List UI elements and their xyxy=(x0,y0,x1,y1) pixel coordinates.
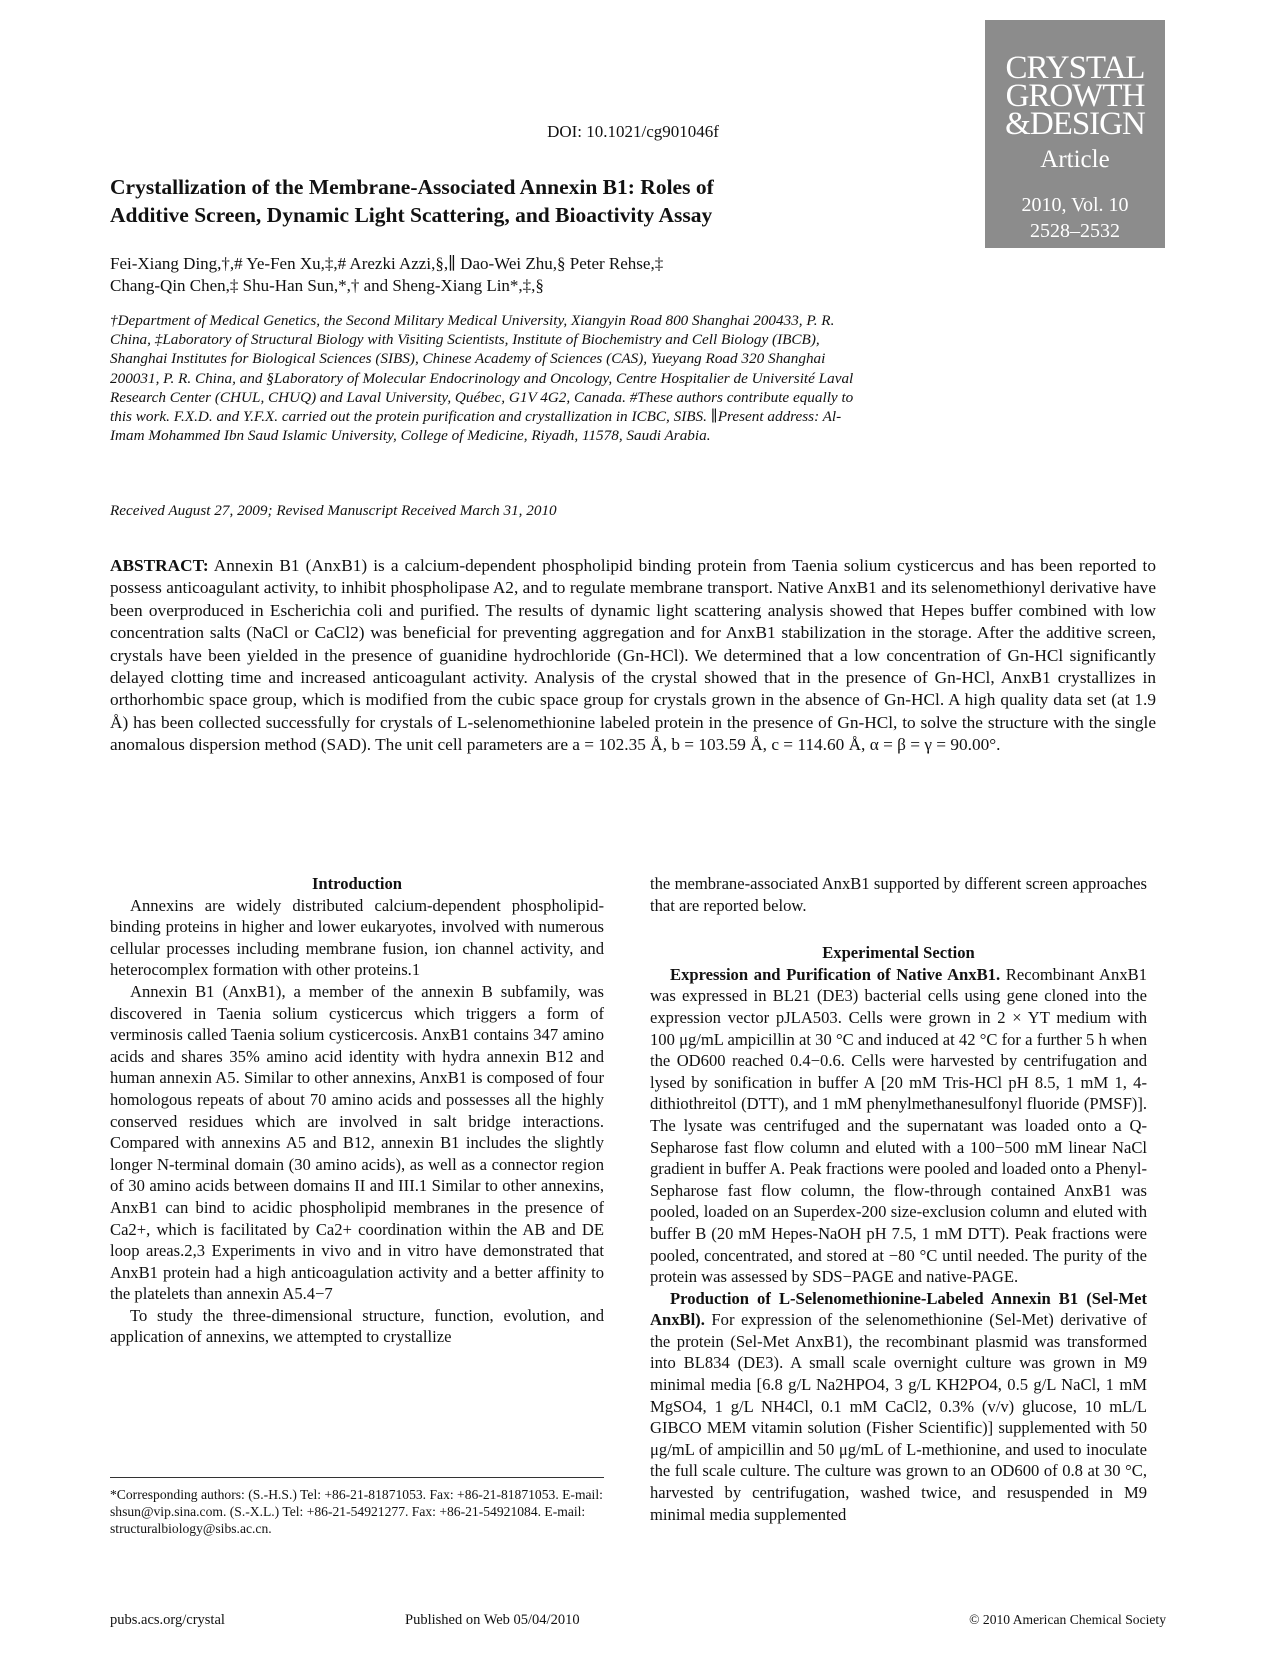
corresponding-author-footnote: *Corresponding authors: (S.-H.S.) Tel: +86-21-81871053. Fax: +86-21-81871053. E-mail: shsun@vip.sina.com. (S.-X.L.) Tel: +86-21-54921277. Fax: +86-21-54921084. E-mail: structuralbiology@sibs.ac.cn. xyxy=(110,1477,604,1537)
journal-volume xyxy=(985,192,1165,244)
abstract-label: ABSTRACT: xyxy=(110,556,209,575)
doi[interactable]: DOI: 10.1021/cg901046f xyxy=(547,122,719,141)
expression-subheading: Expression and Purification of Native AnxB1. xyxy=(670,964,1001,984)
expression-paragraph xyxy=(650,964,1147,1288)
left-column xyxy=(110,873,604,1348)
received-dates: Received August 27, 2009; Revised Manuscript Received March 31, 2010 xyxy=(110,502,557,519)
title-line-1: Crystallization of the Membrane-Associated Annexin B1: Roles of xyxy=(110,175,714,199)
selmet-paragraph xyxy=(650,1288,1147,1526)
introduction-heading: Introduction xyxy=(311,874,403,893)
intro-paragraph-2: Annexin B1 (AnxB1), a member of the annexin B subfamily, was discovered in Taenia solium cysticercus which triggers a form of verminosis called Taenia solium cysticercosis. AnxB1 contains 347 amino acids and shares 35% amino acid identity with hydra annexin B12 and human annexin A5. Similar to other annexins, AnxB1 is composed of four homologous repeats of about 70 amino acids and possesses all the highly conserved residues which are involved in salt bridge interactions. Compared with annexins A5 and B12, annexin B1 includes the slightly longer N-terminal domain (30 amino acids), as well as a connector region of 30 amino acids between domains II and III.1 Similar to other annexins, AnxB1 can bind to acidic phospholipid membranes in the presence of Ca2+, which is facilitated by Ca2+ coordination within the AB and DE loop areas.2,3 Experiments in vivo and in vitro have demonstrated that AnxB1 protein had a high anticoagulation activity and a better affinity to the platelets than annexin A5.4−7 xyxy=(110,981,604,1304)
article-title xyxy=(110,173,970,229)
affiliations: †Department of Medical Genetics, the Second Military Medical University, Xiangyin Road 800 Shanghai 200433, P. R. China, ‡Laboratory of Structural Biology with Visiting Scientists, Institute of Biochemistry and Cell Biology (IBCB), Shanghai Institutes for Biological Sciences (SIBS), Chinese Academy of Sciences (CAS), Yueyang Road 320 Shanghai 200031, P. R. China, and §Laboratory of Molecular Endocrinology and Oncology, Centre Hospitalier de Université Laval Research Center (CHUL, CHUQ) and Laval University, Québec, G1V 4G2, Canada. #These authors contribute equally to this work. F.X.D. and Y.F.X. carried out the protein purification and crystallization in ICBC, SIBS. ∥Present address: Al-Imam Mohammed Ibn Saud Islamic University, College of Medicine, Riyadh, 11578, Saudi Arabia. xyxy=(110,312,854,445)
footer-published-date: Published on Web 05/04/2010 xyxy=(405,1612,580,1628)
abstract-text: Annexin B1 (AnxB1) is a calcium-dependent phospholipid binding protein from Taenia solium cysticercus and has been reported to possess anticoagulant activity, to inhibit phospholipase A2, and to regulate membrane transport. Native AnxB1 and its selenomethionyl derivative have been overproduced in Escherichia coli and purified. The results of dynamic light scattering analysis showed that Hepes buffer combined with low concentration salts (NaCl or CaCl2) was beneficial for preventing aggregation and for AnxB1 stabilization in the storage. After the additive screen, crystals have been yielded in the presence of guanidine hydrochloride (Gn-HCl). We determined that a low concentration of Gn-HCl significantly delayed clotting time and increased anticoagulant activity. Analysis of the crystal showed that in the presence of Gn-HCl, AnxB1 crystallizes in orthorhombic space group, which is modified from the cubic space group for crystals grown in the absence of Gn-HCl. A high quality data set (at 1.9 Å) has been collected successfully for crystals of L-selenomethionine labeled protein in the presence of Gn-HCl, to solve the structure with the single anomalous dispersion method (SAD). The unit cell parameters are a = 102.35 Å, b = 103.59 Å, c = 114.60 Å, α = β = γ = 90.00°. xyxy=(110,556,1157,755)
title-line-2: Additive Screen, Dynamic Light Scattering, and Bioactivity Assay xyxy=(110,203,713,227)
selmet-text: For expression of the selenomethionine (Sel-Met) derivative of the protein (Sel-Met AnxB1), the recombinant plasmid was transformed into BL834 (DE3). A small scale overnight culture was grown in M9 minimal media [6.8 g/L Na2HPO4, 3 g/L KH2PO4, 0.5 g/L NaCl, 1 mM MgSO4, 1 g/L NH4Cl, 0.1 mM CaCl2, 0.3% (v/v) glucose, 10 mL/L GIBCO MEM vitamin solution (Fisher Scientific)] supplemented with 50 μg/mL of ampicillin and 50 μg/mL of L-methionine, and used to inoculate the full scale culture. The culture was grown to an OD600 of 0.8 at 30 °C, harvested by centrifugation, washed twice, and resuspended in M9 minimal media supplemented xyxy=(650,1310,1147,1524)
journal-name-line3: &DESIGN xyxy=(1005,106,1145,142)
expression-text: Recombinant AnxB1 was expressed in BL21 (DE3) bacterial cells using gene cloned into the expression vector pJLA503. Cells were grown in 2 × YT medium with 100 μg/mL ampicillin at 30 °C and induced at 42 °C for a further 5 h when the OD600 reached 0.4−0.6. Cells were harvested by centrifugation and lysed by sonification in buffer A [20 mM Tris-HCl pH 8.5, 1 mM 1, 4-dithiothreitol (DTT), and 1 mM phenylmethanesulfonyl fluoride (PMSF)]. The lysate was centrifuged and the supernatant was loaded onto a Q-Sepharose fast flow column and eluted with a 100−500 mM linear NaCl gradient in buffer A. Peak fractions were pooled and loaded onto a Phenyl-Sepharose fast flow column, the flow-through contained AnxB1 was pooled, loaded on an Superdex-200 size-exclusion column and eluted with buffer B (20 mM Hepes-NaOH pH 7.5, 1 mM DTT). Peak fractions were pooled, concentrated, and stored at −80 °C until needed. The purity of the protein was assessed by SDS−PAGE and native-PAGE. xyxy=(650,964,1147,1287)
selmet-subheading: Production of L-Selenomethionine-Labeled Annexin B1 (Sel-Met AnxBl). xyxy=(650,1288,1147,1330)
volume-year: 2010, Vol. 10 xyxy=(1021,194,1129,216)
abstract xyxy=(110,555,1156,757)
authors-line-1: Fei-Xiang Ding,†,# Ye-Fen Xu,‡,# Arezki Azzi,§,∥ Dao-Wei Zhu,§ Peter Rehse,‡ xyxy=(110,254,664,273)
experimental-heading: Experimental Section xyxy=(822,943,975,963)
footer-journal-url[interactable]: pubs.acs.org/crystal xyxy=(110,1612,225,1628)
journal-name-line2: GROWTH xyxy=(1005,78,1145,114)
author-list xyxy=(110,253,970,297)
continuation-text: the membrane-associated AnxB1 supported by different screen approaches that are reported below. xyxy=(650,874,1147,915)
right-column xyxy=(650,873,1147,1525)
intro-paragraph-3: To study the three-dimensional structure, function, evolution, and application of annexins, we attempted to crystallize xyxy=(110,1305,604,1347)
footer-copyright: © 2010 American Chemical Society xyxy=(969,1612,1166,1627)
intro-paragraph-1: Annexins are widely distributed calcium-dependent phospholipid-binding proteins in higher and lower eukaryotes, involved with numerous cellular processes including membrane fusion, ion channel activity, and heterocomplex formation with other proteins.1 xyxy=(110,895,604,980)
journal-name-line1: CRYSTAL xyxy=(1005,50,1145,86)
article-type: Article xyxy=(1040,146,1110,173)
authors-line-2: Chang-Qin Chen,‡ Shu-Han Sun,*,† and Sheng-Xiang Lin*,‡,§ xyxy=(110,276,544,295)
page-range: 2528–2532 xyxy=(1030,220,1120,242)
